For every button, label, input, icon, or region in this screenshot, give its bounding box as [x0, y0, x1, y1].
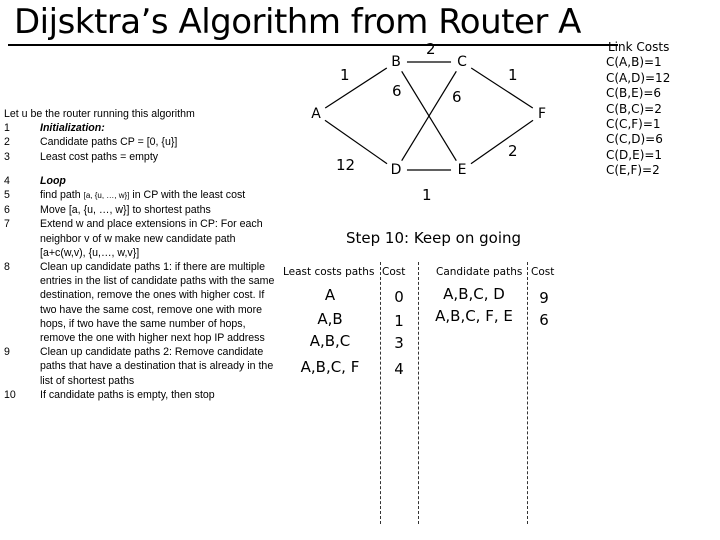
least-cost-value: 4 [394, 360, 404, 378]
candidate-cost-header: Cost [531, 266, 555, 278]
algorithm-step [4, 260, 278, 345]
least-cost-path: A,B [317, 310, 343, 328]
edge-weight-c-d: 6 [452, 88, 462, 106]
algorithm-steps [4, 107, 278, 402]
least-cost-cost-header: Cost [382, 266, 406, 278]
step-text: Initialization: [40, 122, 105, 135]
step-text: Clean up candidate paths 2: Remove candidate paths that have a destination that is already in the list of shortest paths [40, 346, 274, 387]
node-f: F [531, 103, 553, 125]
candidate-path: A,B,C, F, E [435, 307, 513, 325]
step-number: 7 [4, 218, 10, 231]
link-cost-item: C(C,F)=1 [606, 117, 661, 132]
link-cost-item: C(A,B)=1 [606, 55, 662, 70]
step-text: Extend w and place extensions in CP: For each neighbor v of w make new candidate path [a+c(w,v), {u,…, w,v}] [40, 218, 263, 259]
step-number: 2 [4, 136, 10, 149]
step-number: 9 [4, 346, 10, 359]
node-c: C [451, 51, 473, 73]
node-e: E [451, 159, 473, 181]
edge-weight-d-e: 1 [422, 186, 432, 204]
step-text: Loop [40, 174, 66, 187]
edge-weight-a-b: 1 [340, 66, 350, 84]
edge-weight-a-d: 12 [336, 156, 356, 174]
least-cost-value: 0 [394, 288, 404, 306]
edge-a-d [316, 114, 396, 170]
edge-weight-b-c: 2 [426, 40, 436, 58]
step-text: Clean up candidate paths 1: if there are multiple entries in the list of candidate paths with the same destination, remove the ones with higher cost. If two have the same cost, remove one with more hops, if two have the same number of hops, remove the one with higher next hop IP address [40, 261, 275, 345]
step-heading: Step 10: Keep on going [346, 229, 522, 247]
least-cost-path: A,B,C [309, 332, 351, 350]
edge-c-f [462, 62, 542, 114]
step-text: If candidate paths is empty, then stop [40, 388, 215, 401]
step-text: find path [a, {u, …, w}] in CP with the least cost [40, 189, 246, 202]
algorithm-step [4, 121, 278, 135]
least-cost-value: 3 [394, 334, 404, 352]
table-divider [527, 262, 528, 524]
link-cost-item: C(A,D)=12 [606, 70, 671, 85]
algorithm-step [4, 174, 278, 188]
candidate-path: A,B,C, D [443, 285, 505, 303]
algorithm-step [4, 388, 278, 402]
candidate-paths-header: Candidate paths [436, 266, 523, 278]
step-number: 1 [4, 122, 10, 135]
algorithm-intro: Let u be the router running this algorithm [4, 108, 195, 120]
edge-a-b [316, 62, 396, 114]
node-d: D [385, 159, 407, 181]
link-cost-item: C(E,F)=2 [606, 163, 660, 178]
least-cost-value: 1 [394, 312, 404, 330]
link-cost-item: C(B,C)=2 [606, 101, 662, 116]
algorithm-step [4, 150, 278, 164]
table-divider [418, 262, 419, 524]
edge-weight-b-e: 6 [392, 82, 402, 100]
link-cost-item: C(D,E)=1 [606, 147, 663, 162]
algorithm-step [4, 203, 278, 217]
edge-weight-c-f: 1 [508, 66, 518, 84]
node-a: A [305, 103, 327, 125]
step-text: Least cost paths = empty [40, 150, 159, 163]
step-number: 4 [4, 174, 10, 187]
candidate-cost: 9 [539, 289, 549, 307]
step-number: 8 [4, 261, 10, 274]
edge-weight-e-f: 2 [508, 142, 518, 160]
step-number: 10 [4, 388, 16, 401]
step-text: Candidate paths CP = [0, {u}] [40, 136, 178, 149]
link-costs-panel [606, 40, 670, 179]
algorithm-step [4, 345, 278, 388]
candidate-cost: 6 [539, 311, 549, 329]
link-costs-title: Link Costs [608, 40, 670, 54]
algorithm-step [4, 217, 278, 260]
least-cost-path: A,B,C, F [300, 358, 360, 376]
node-b: B [385, 51, 407, 73]
algorithm-step [4, 135, 278, 149]
page-title: Dijsktra’s Algorithm from Router A [14, 2, 581, 42]
link-cost-item: C(B,E)=6 [606, 86, 662, 101]
least-cost-path: A [324, 286, 336, 304]
step-number: 5 [4, 189, 10, 202]
step-number: 3 [4, 150, 10, 163]
algorithm-step [4, 188, 278, 203]
edge-e-f [462, 114, 542, 170]
link-costs-list [606, 55, 670, 178]
step-text: Move [a, {u, …, w}] to shortest paths [40, 204, 211, 217]
table-divider [380, 262, 381, 524]
algorithm-step [4, 107, 278, 121]
link-cost-item: C(C,D)=6 [606, 132, 663, 147]
step-number: 6 [4, 204, 10, 217]
least-cost-paths-header: Least costs paths [283, 266, 375, 278]
